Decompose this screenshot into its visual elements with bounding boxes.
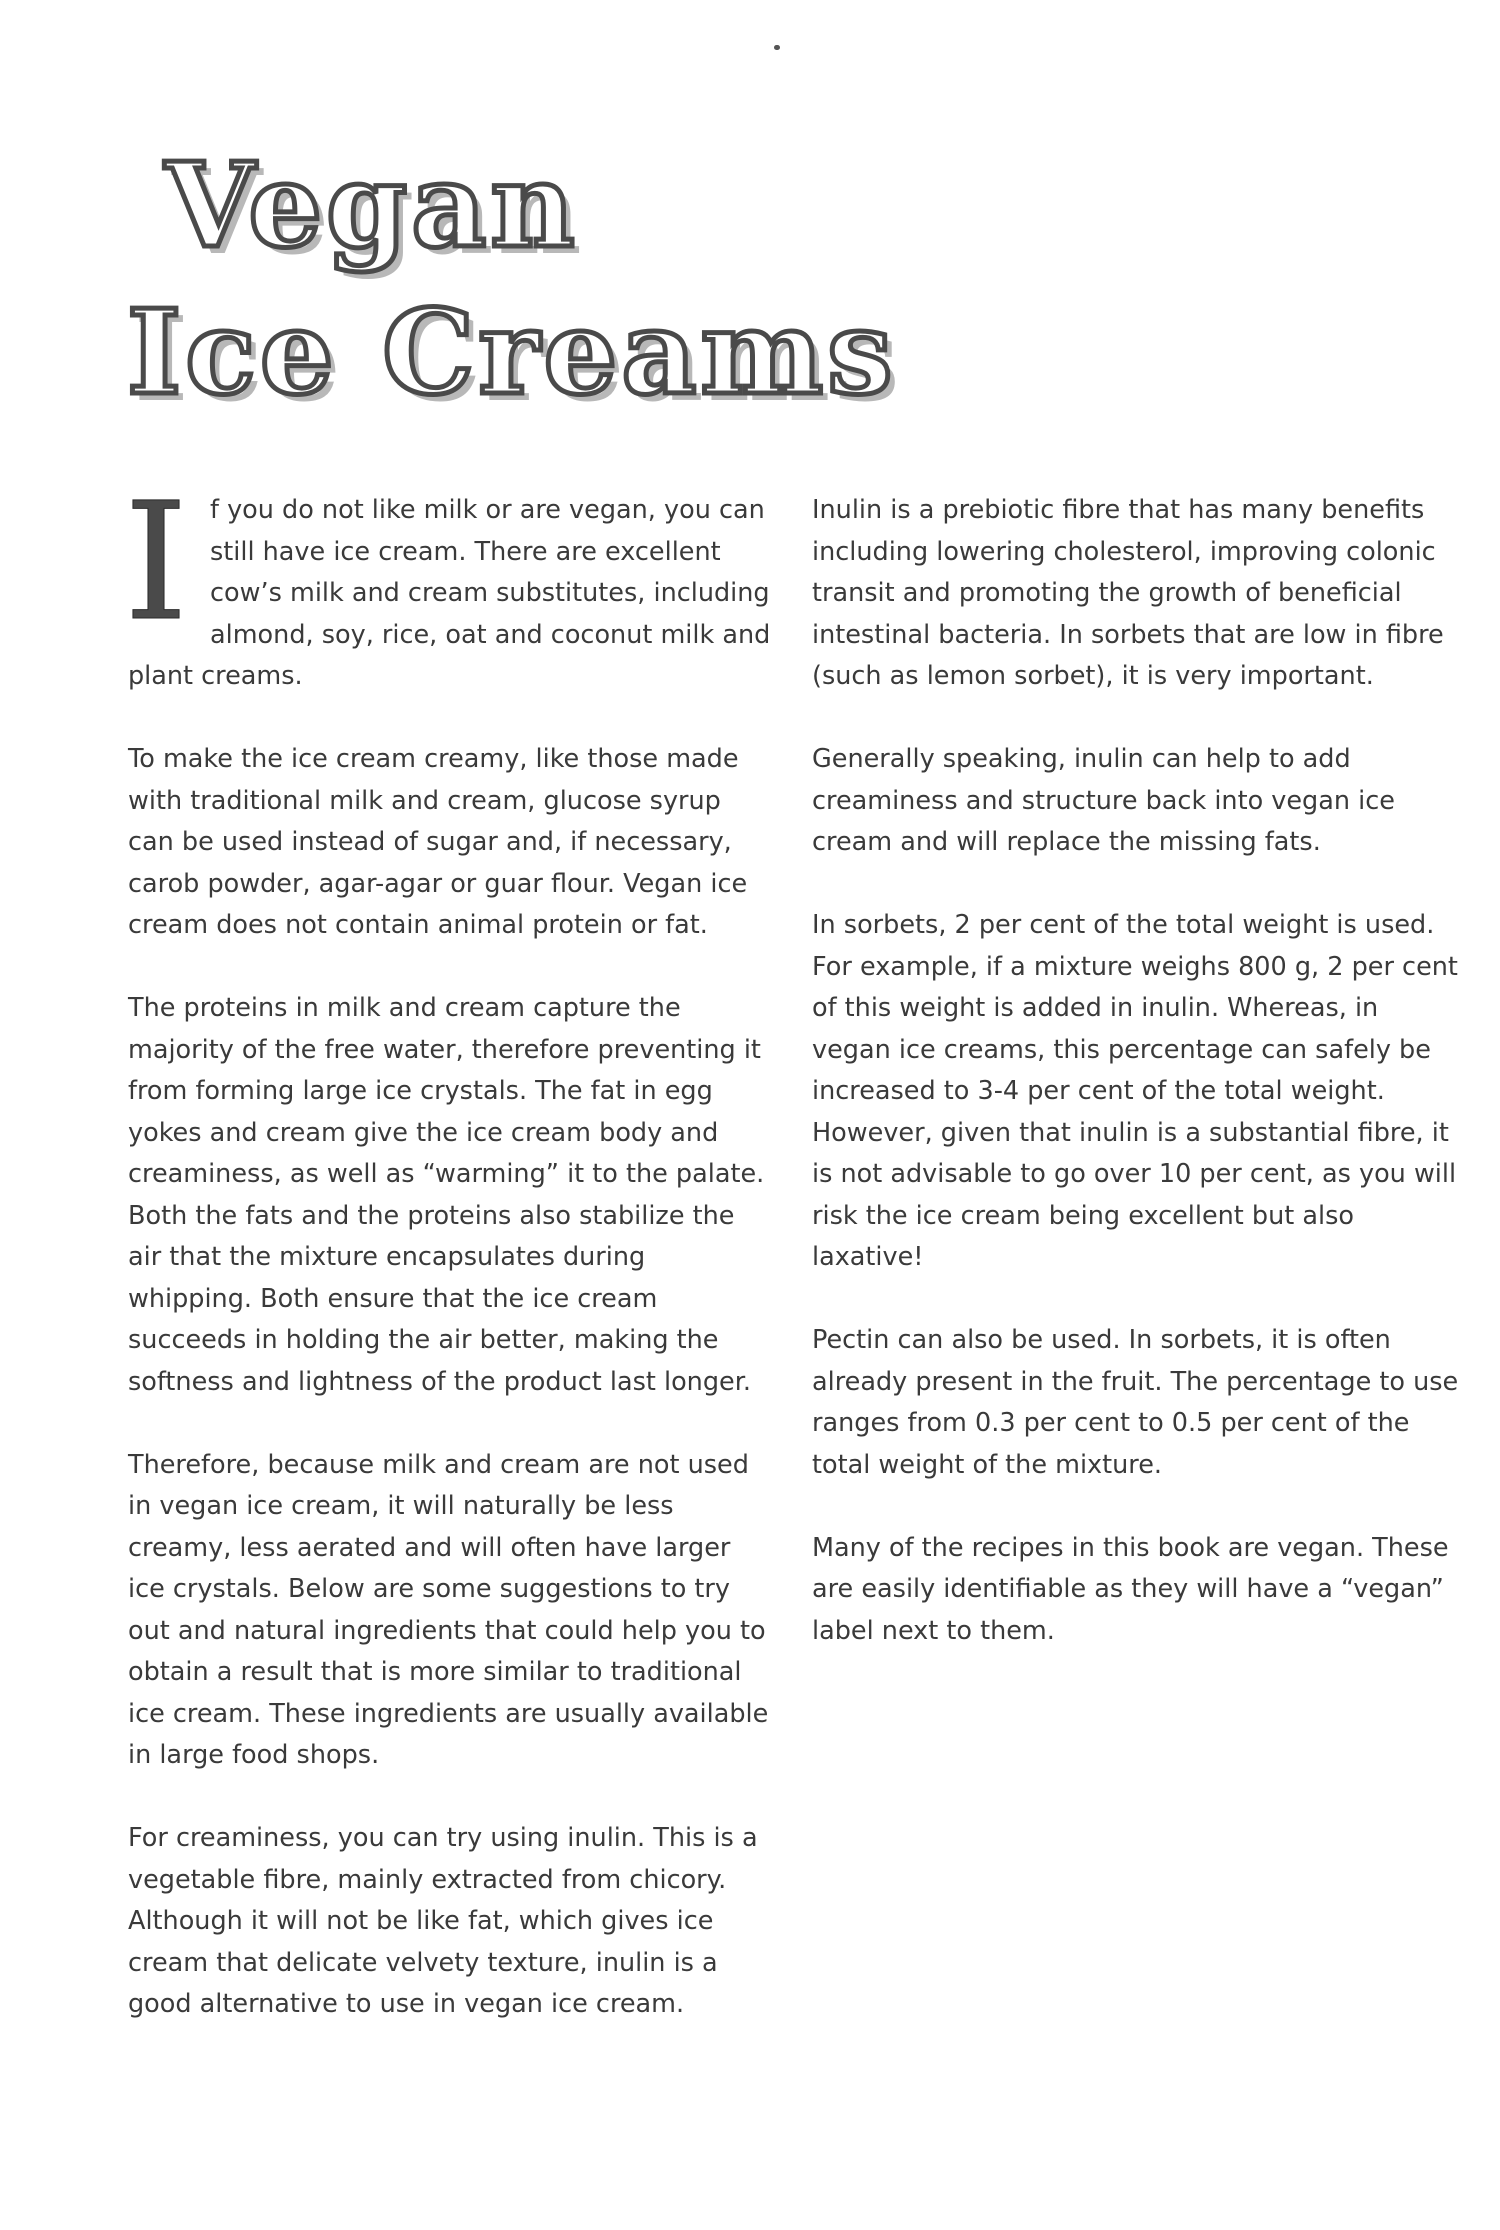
paragraph-sorbet-percentages: In sorbets, 2 per cent of the total weight is used. For example, if a mixture weighs 800 g, 2 per cent of this weight is added in inulin. Whereas, in vegan ice creams, this percentage can safely be increased to 3-4 per cent of the total weight. However, given that inulin is a substantial fibre, it is not advisable to go over 10 per cent, as you will risk the ice cream being excellent but also laxative! bbox=[812, 910, 1458, 1272]
page-title-line-2: Ice Creams bbox=[127, 285, 897, 421]
paragraph-creamy: To make the ice cream creamy, like those made with traditional milk and cream, glucose syrup can be used instead of sugar and, if necessary, carob powder, agar-agar or guar flour. Vegan ice cream does not contain animal protein or fat. bbox=[128, 744, 748, 940]
paragraph-proteins: The proteins in milk and cream capture the majority of the free water, therefore preventing it from forming large ice crystals. The fat in egg yokes and cream give the ice cream body and creaminess, as well as “warming” it to the palate. Both the fats and the proteins also stabilize the air that the mixture encapsulates during whipping. Both ensure that the ice cream succeeds in holding the air better, making the softness and lightness of the product last longer. bbox=[128, 993, 765, 1397]
paragraph-pectin: Pectin can also be used. In sorbets, it is often already present in the fruit. The percentage to use ranges from 0.3 per cent to 0.5 per cent of the total weight of the mixture. bbox=[812, 1325, 1459, 1480]
drop-cap: I bbox=[124, 469, 188, 657]
left-column bbox=[124, 469, 773, 2067]
paragraph-generally-speaking: Generally speaking, inulin can help to add creaminess and structure back into vegan ice cream and will replace the missing fats. bbox=[812, 744, 1395, 857]
intro-paragraph bbox=[124, 469, 773, 698]
page-title-line-1: Vegan bbox=[165, 138, 579, 274]
paragraph-vegan-recipes: Many of the recipes in this book are vegan. These are easily identifiable as they will have a “vegan” label next to them. bbox=[812, 1532, 1449, 1646]
right-column bbox=[812, 490, 1462, 1694]
scan-speck bbox=[774, 45, 780, 50]
paragraph-therefore: Therefore, because milk and cream are not used in vegan ice cream, it will naturally be less creamy, less aerated and will often have larger ice crystals. Below are some suggestions to try out and natural ingredients that could help you to obtain a result that is more similar to traditional ice cream. These ingredients are usually available in large food shops. bbox=[128, 1449, 769, 1770]
paragraph-creaminess-inulin: For creaminess, you can try using inulin. This is a vegetable fibre, mainly extracted from chicory. Although it will not be like fat, which gives ice cream that delicate velvety texture, inulin is a good alternative to use in vegan ice cream. bbox=[128, 1823, 758, 2019]
paragraph-inulin-prebiotic: Inulin is a prebiotic fibre that has many benefits including lowering cholesterol, improving colonic transit and promoting the growth of beneficial intestinal bacteria. In sorbets that are low in fibre (such as lemon sorbet), it is very important. bbox=[812, 495, 1444, 691]
intro-text: f you do not like milk or are vegan, you can still have ice cream. There are excellent cow’s milk and cream substitutes, including almond, soy, rice, oat and coconut milk and plant creams. bbox=[128, 495, 771, 691]
